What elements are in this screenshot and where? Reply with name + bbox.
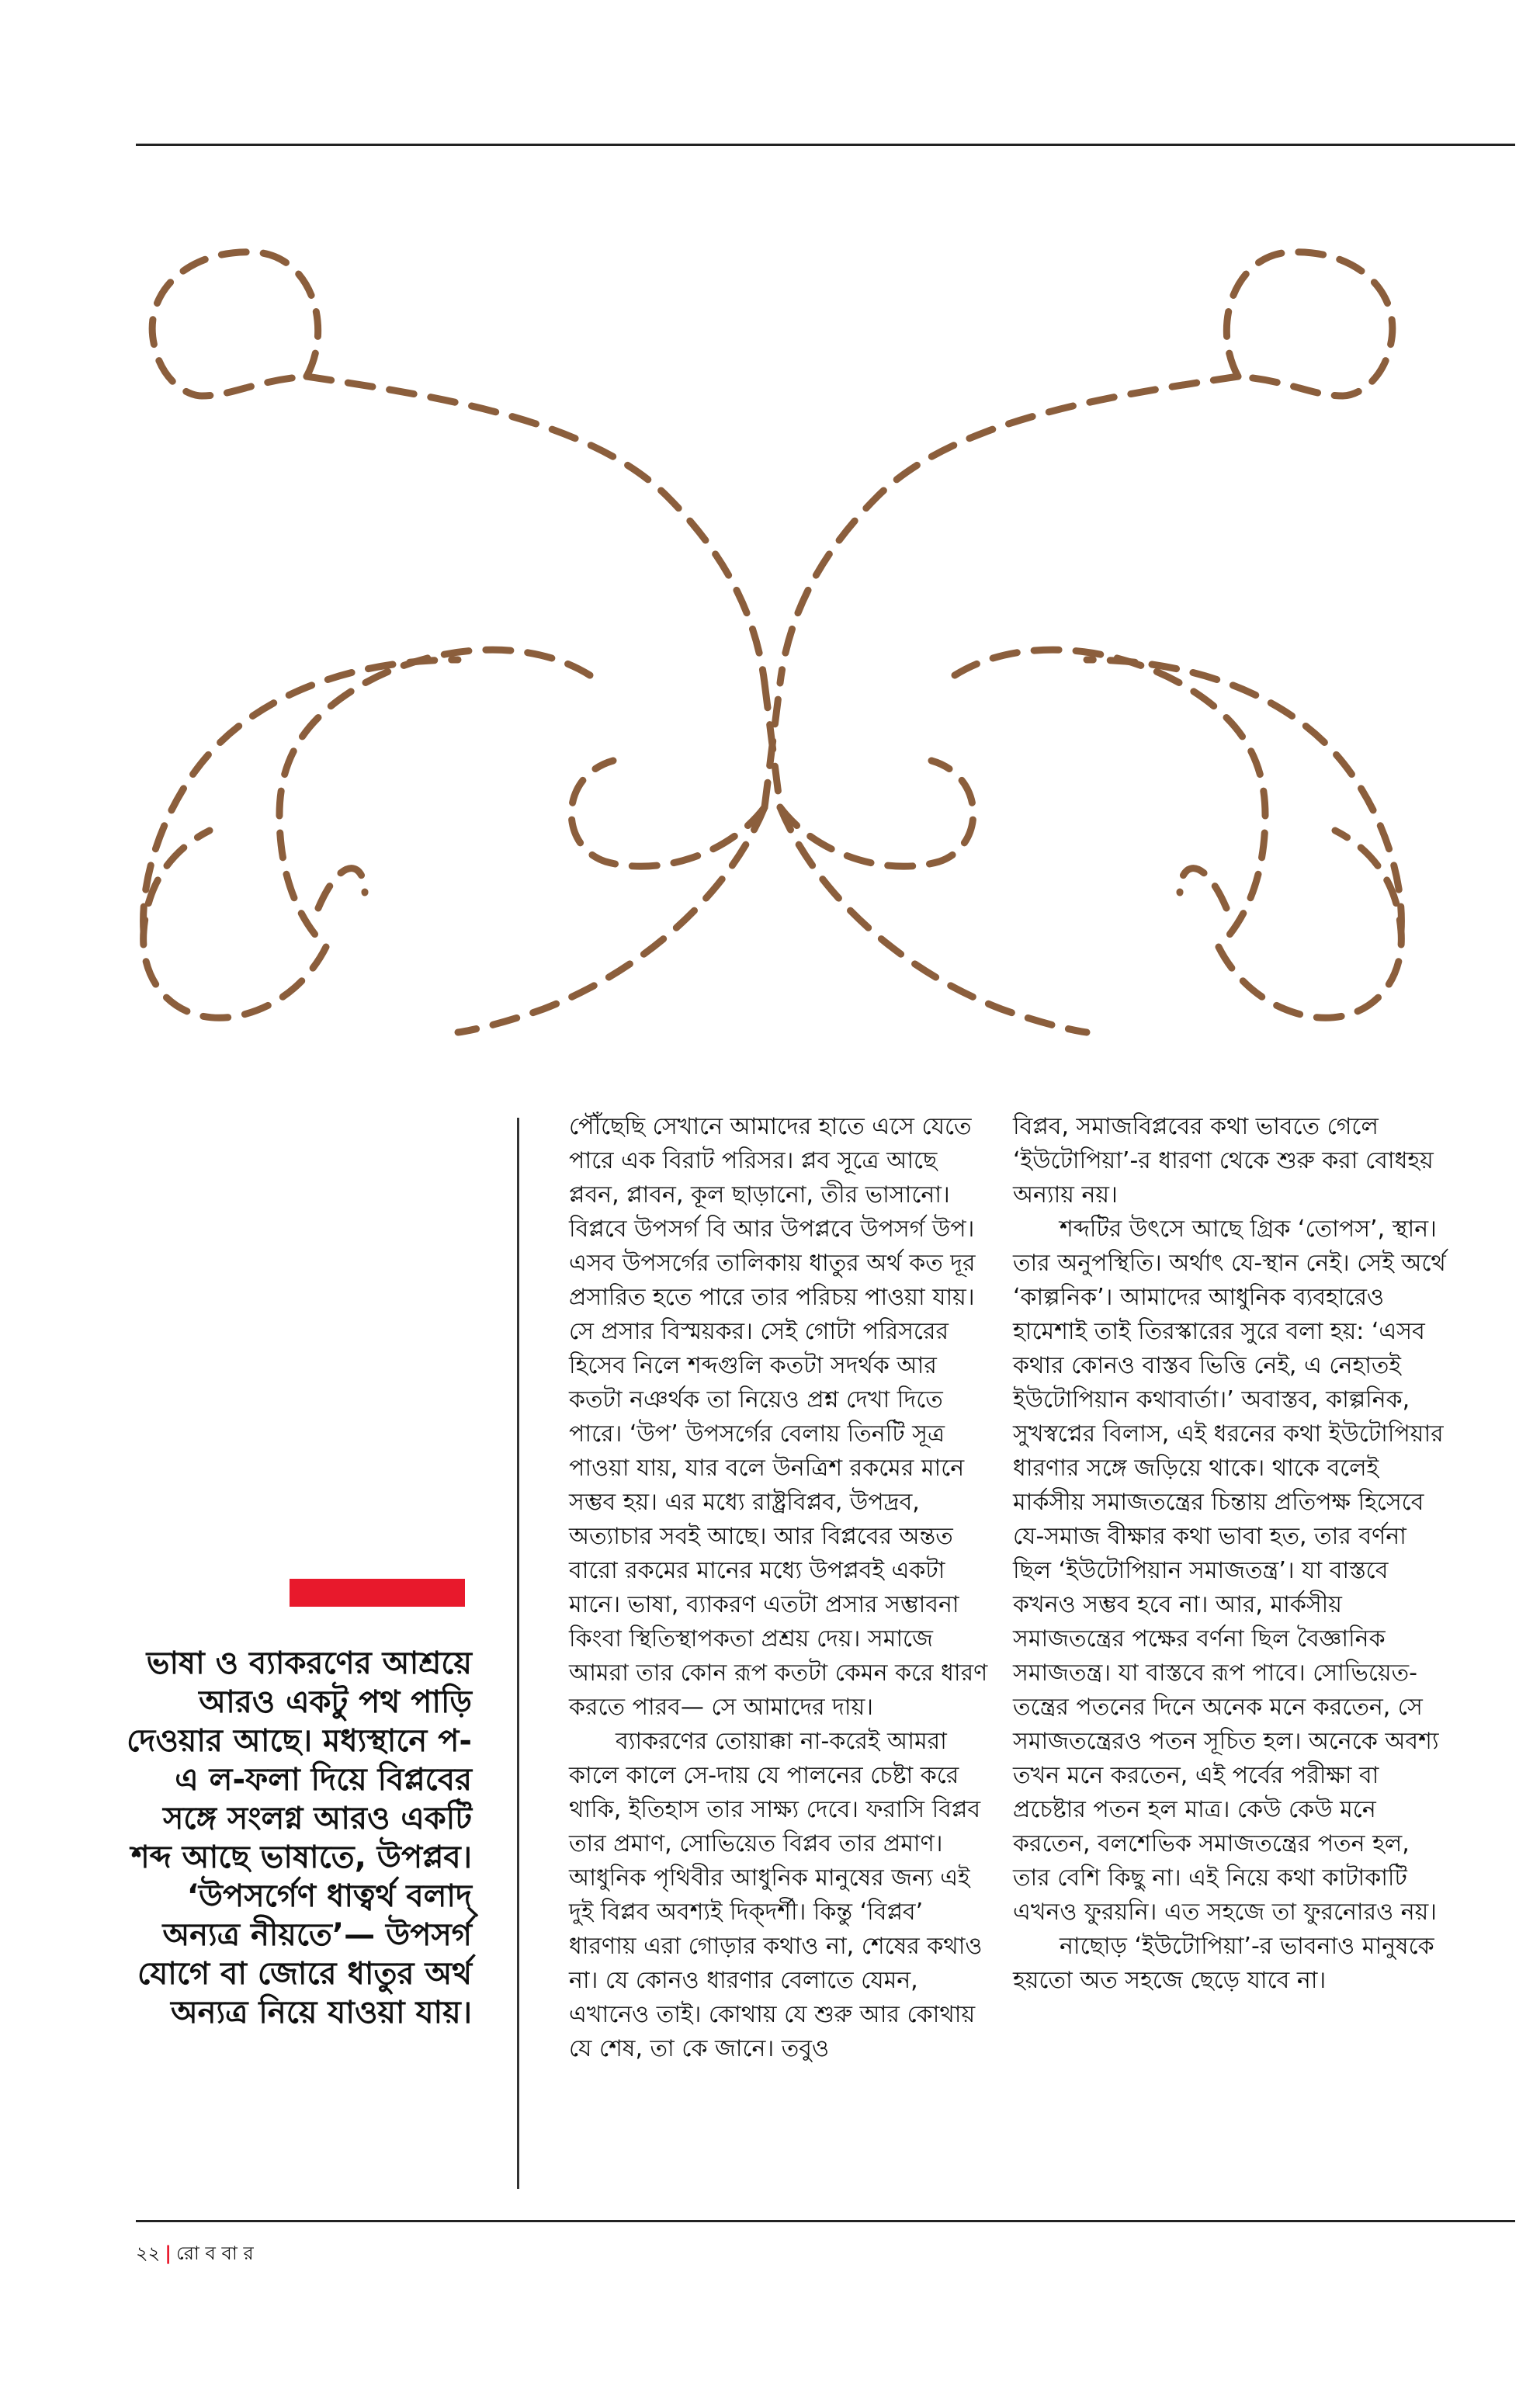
top-rule xyxy=(136,144,1515,146)
dashed-flourish-ornament-icon xyxy=(116,225,1420,1063)
column-divider xyxy=(517,1118,519,2189)
bottom-rule xyxy=(136,2220,1515,2222)
red-accent-bar xyxy=(290,1579,465,1607)
paragraph: ব্যাকরণের তোয়াক্কা না-করেই আমরা কালে কালে সে-দায় যে পালনের চেষ্টা করে থাকি, ইতিহাস তার সাক্ষ্য দেবে। ফরাসি বিপ্লব তার প্রমাণ, সোভিয়েত বিপ্লব তার প্রমাণ। আধুনিক পৃথিবীর আধুনিক মানুষের জন্য এই দুই বিপ্লব অবশ্যই দিক্‌দর্শী। কিন্তু ‘বিপ্লব’ ধারণায় এরা গোড়ার কথাও না, শেষের কথাও না। যে কোনও ধারণার বেলাতে যেমন, এখানেও তাই। কোথায় যে শুরু আর কোথায় যে শেষ, তা কে জানে। তবুও xyxy=(569,1728,983,2062)
pull-quote-text: ভাষা ও ব্যাকরণের আশ্রয়ে আরও একটু পথ পাড়ি দেওয়ার আছে। মধ্যস্থানে প-এ ল-ফলা দিয়ে বিপ্লবের সঙ্গে সংলগ্ন আরও একটি শব্দ আছে ভাষাতে, উপপ্লব। ‘উপসর্গেণ ধাত্বর্থ বলাদ্‌ অন্যত্র নীয়তে’— উপসর্গ যোগে বা জোরে ধাতুর অর্থ অন্যত্র নিয়ে যাওয়া যায়। xyxy=(127,1646,472,2031)
pull-quote xyxy=(124,1644,472,2032)
folio-separator: | xyxy=(165,2242,172,2264)
paragraph: পৌঁছেছি সেখানে আমাদের হাতে এসে যেতে পারে এক বিরাট পরিসর। প্লব সূত্রে আছে প্লবন, প্লাবন, কূল ছাড়ানো, তীর ভাসানো। বিপ্লবে উপসর্গ বি আর উপপ্লবে উপসর্গ উপ। এসব উপসর্গের তালিকায় ধাতুর অর্থ কত দূর প্রসারিত হতে পারে তার পরিচয় পাওয়া যায়। সে প্রসার বিস্ময়কর। সেই গোটা পরিসরের হিসেব নিলে শব্দগুলি কতটা সদর্থক আর কতটা নঞর্থক তা নিয়েও প্রশ্ন দেখা দিতে পারে। ‘উপ’ উপসর্গের বেলায় তিনটি সূত্র পাওয়া যায়, যার বলে উনত্রিশ রকমের মানে সম্ভব হয়। এর মধ্যে রাষ্ট্রবিপ্লব, উপদ্রব, অত্যাচার সবই আছে। আর বিপ্লবের অন্তত বারো রকমের মানের মধ্যে উপপ্লবই একটা মানে। ভাষা, ব্যাকরণ এতটা প্রসার সম্ভাবনা কিংবা স্থিতিস্থাপকতা প্রশ্রয় দেয়। সমাজে আমরা তার কোন রূপ কতটা কেমন করে ধারণ করতে পারব— সে আমাদের দায়। xyxy=(569,1113,988,1721)
folio xyxy=(136,2242,254,2265)
paragraph: শব্দটির উৎসে আছে গ্রিক ‘তোপস’, স্থান। তার অনুপস্থিতি। অর্থাৎ যে-স্থান নেই। সেই অর্থে ‘কাল্পনিক’। আমাদের আধুনিক ব্যবহারেও হামেশাই তাই তিরস্কারের সুরে বলা হয়: ‘এসব কথার কোনও বাস্তব ভিত্তি নেই, এ নেহাতই ইউটোপিয়ান কথাবার্তা।’ অবাস্তব, কাল্পনিক, সুখস্বপ্নের বিলাস, এই ধরনের কথা ইউটোপিয়ার ধারণার সঙ্গে জড়িয়ে থাকে। থাকে বলেই মার্কসীয় সমাজতন্ত্রের চিন্তায় প্রতিপক্ষ হিসেবে যে-সমাজ বীক্ষার কথা ভাবা হত, তার বর্ণনা ছিল ‘ইউটোপিয়ান সমাজতন্ত্র’। যা বাস্তবে কখনও সম্ভব হবে না। আর, মার্কসীয় সমাজতন্ত্রের পক্ষের বর্ণনা ছিল বৈজ্ঞানিক সমাজতন্ত্র। যা বাস্তবে রূপ পাবে। সোভিয়েত-তন্ত্রের পতনের দিনে অনেক মনে করতেন, সে সমাজতন্ত্রেরও পতন সূচিত হল। অনেকে অবশ্য তখন মনে করতেন, এই পর্বের পরীক্ষা বা প্রচেষ্টার পতন হল মাত্র। কেউ কেউ মনে করতেন, বলশেভিক সমাজতন্ত্রের পতন হল, তার বেশি কিছু না। এই নিয়ে কথা কাটাকাটি এখনও ফুরয়নি। এত সহজে তা ফুরনোরও নয়। xyxy=(1013,1216,1446,1926)
paragraph: বিপ্লব, সমাজবিপ্লবের কথা ভাবতে গেলে ‘ইউটোপিয়া’-র ধারণা থেকে শুরু করা বোধহয় অন্যায় নয়। xyxy=(1013,1113,1434,1209)
paragraph: নাছোড় ‘ইউটোপিয়া’-র ভাবনাও মানুষকে হয়তো অত সহজে ছেড়ে যাবে না। xyxy=(1013,1933,1434,1994)
page-number: ২২ xyxy=(136,2242,161,2264)
article-column-middle xyxy=(569,1110,994,2066)
article-column-right xyxy=(1013,1110,1448,1998)
magazine-name: রো ব বা র xyxy=(175,2242,254,2264)
